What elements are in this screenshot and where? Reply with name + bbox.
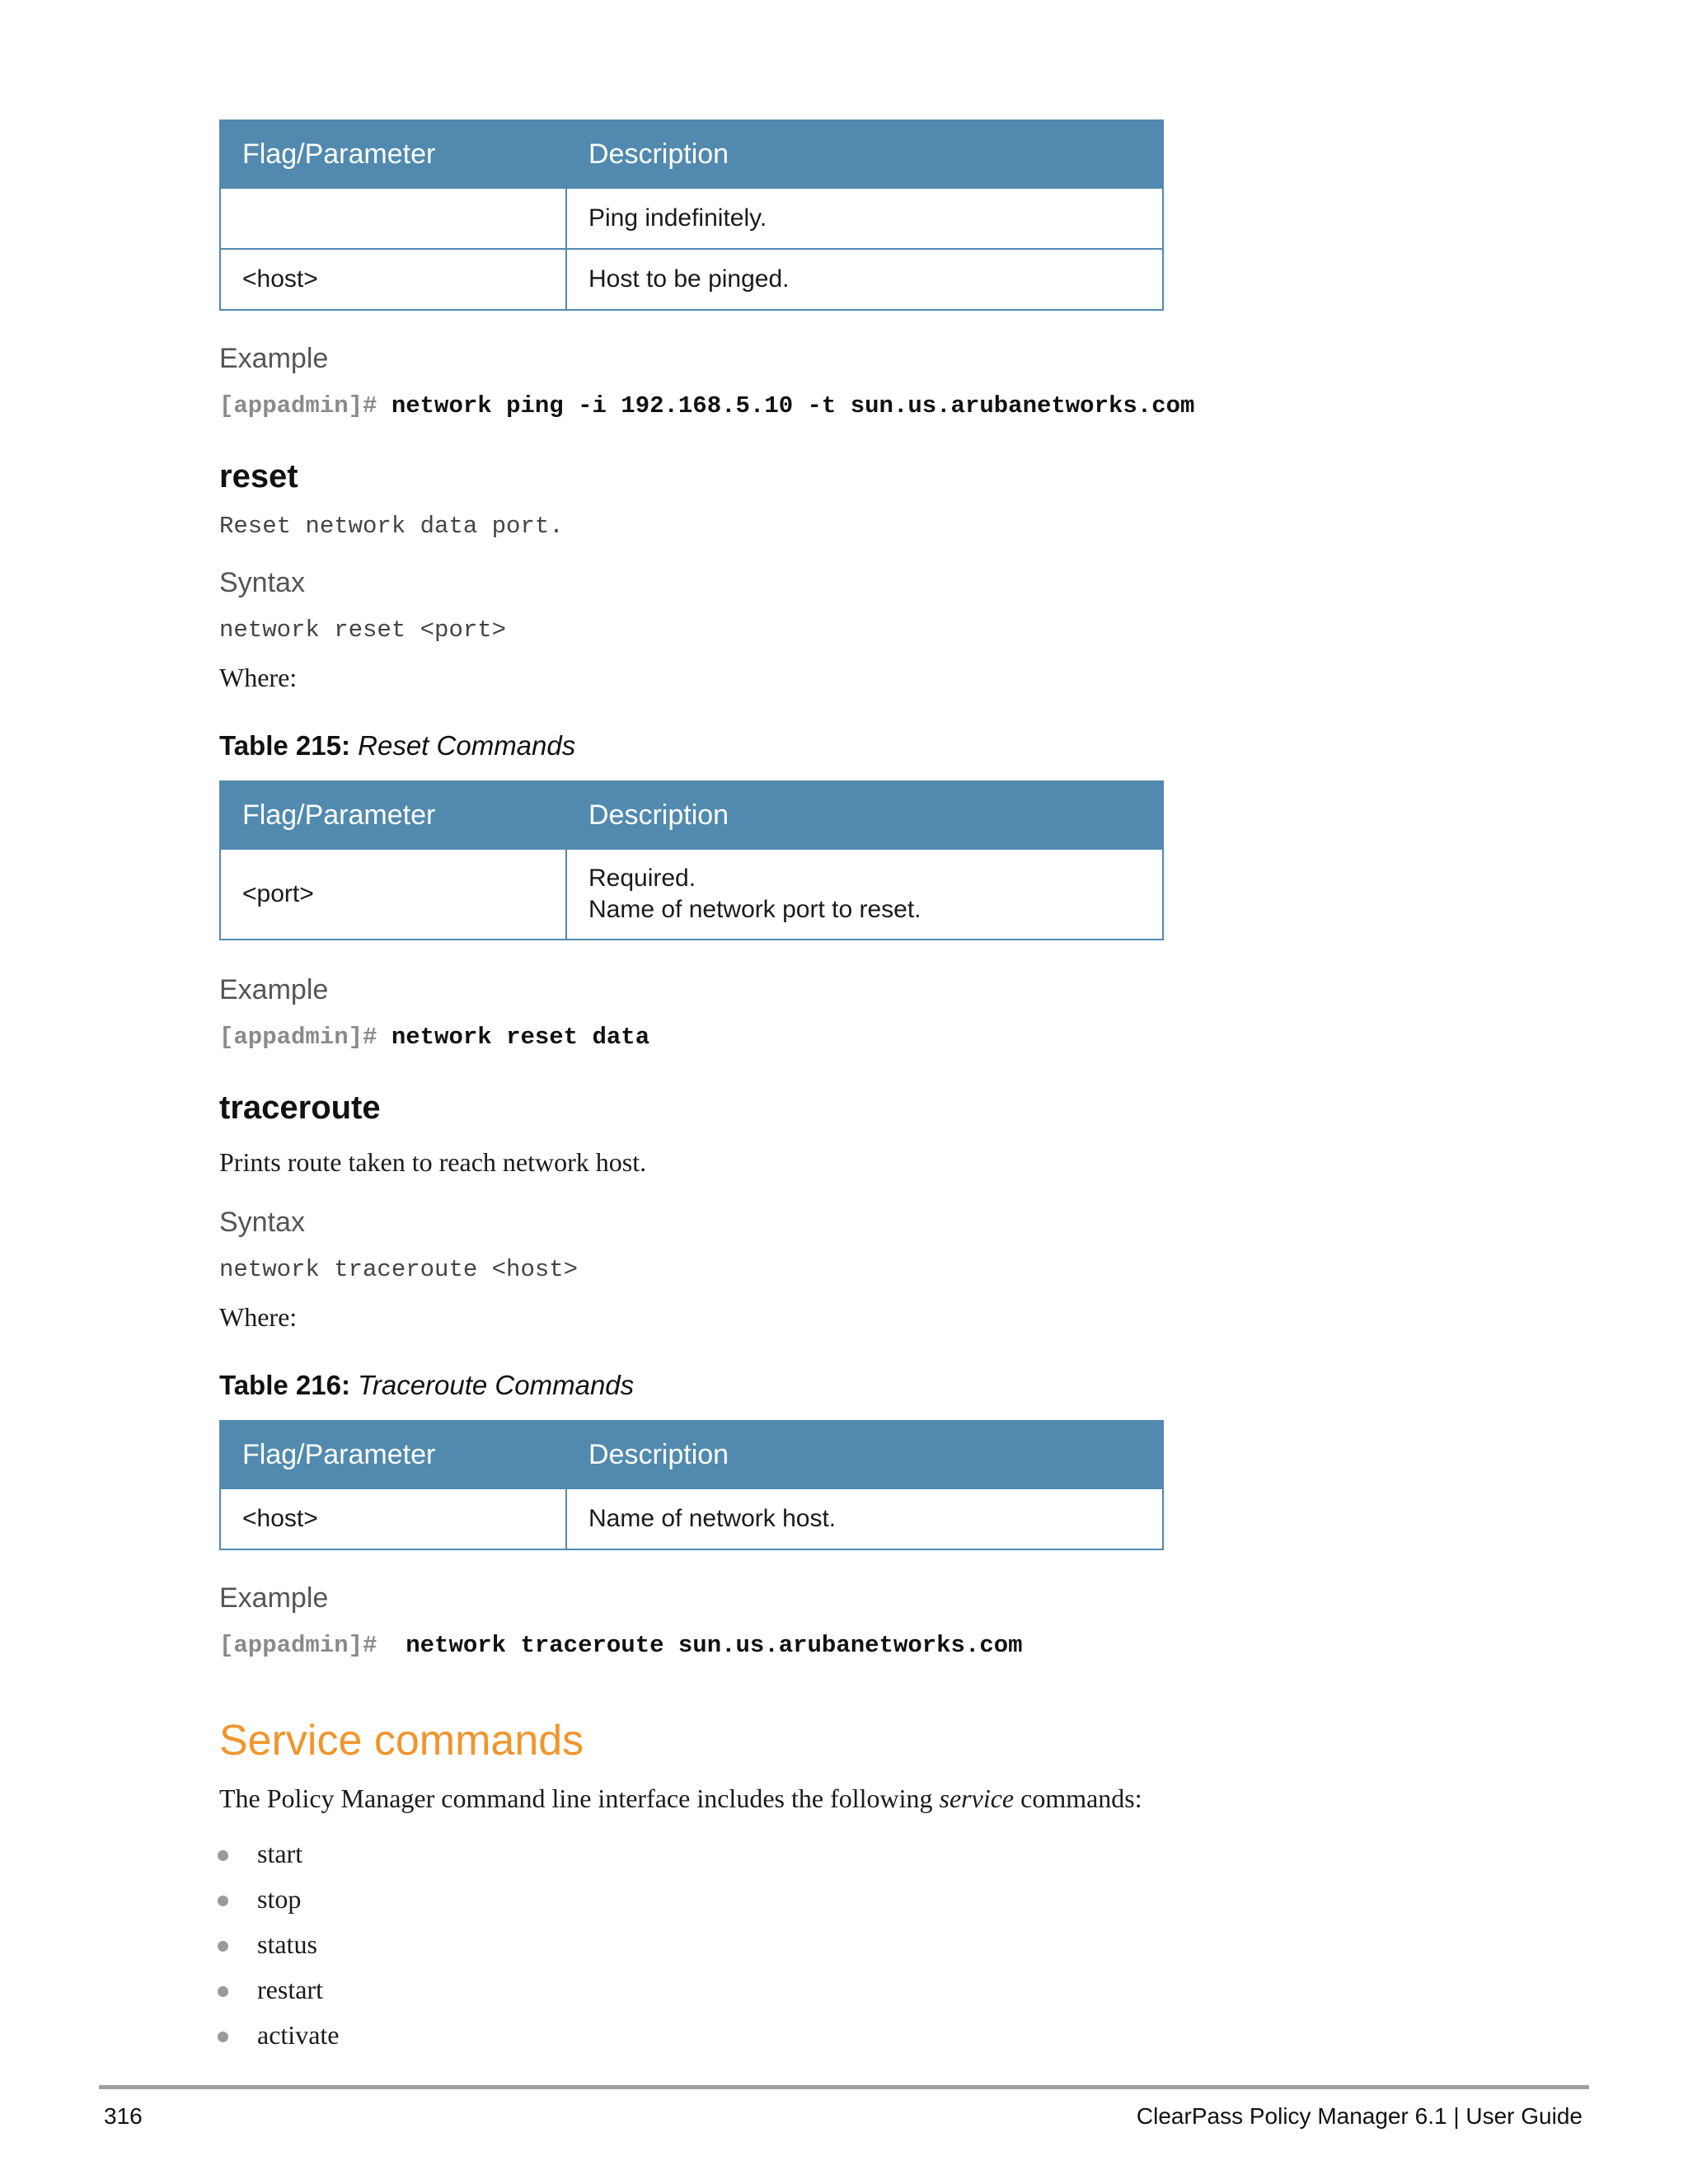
- list-item: [216, 1877, 339, 1922]
- syntax-code: network reset <port>: [219, 616, 507, 644]
- shell-prompt: [appadmin]#: [219, 1024, 377, 1051]
- command-summary: Prints route taken to reach network host.: [219, 1147, 647, 1177]
- example-command: network ping -i 192.168.5.10 -t sun.us.arubanetworks.com: [391, 392, 1195, 419]
- intro-emphasis: service: [939, 1783, 1015, 1813]
- intro-text: commands:: [1014, 1783, 1142, 1813]
- table-cell-desc: Ping indefinitely.: [566, 188, 1163, 249]
- table-header-flag: Flag/Parameter: [220, 781, 566, 849]
- bullet-icon: [218, 1941, 228, 1952]
- table-caption-label: Table 216:: [219, 1370, 350, 1400]
- table-cell-desc: Name of network host.: [566, 1488, 1163, 1549]
- example-code: [219, 1024, 649, 1051]
- table-caption-label: Table 215:: [219, 730, 350, 761]
- list-item: [216, 1831, 339, 1877]
- table-header-flag: Flag/Parameter: [220, 120, 566, 188]
- bullet-icon: [218, 2032, 228, 2042]
- document-title: ClearPass Policy Manager 6.1 | User Guide: [1136, 2103, 1582, 2129]
- section-title: Service commands: [219, 1717, 584, 1765]
- intro-text: The Policy Manager command line interface includes the following: [219, 1783, 940, 1813]
- list-item: [216, 1922, 339, 1967]
- table-row: [220, 1488, 1163, 1549]
- reset-commands-table: [219, 780, 1164, 940]
- list-item-label: stop: [257, 1884, 302, 1914]
- table-caption-title: Traceroute Commands: [358, 1370, 635, 1400]
- table-cell-param: <host>: [220, 249, 566, 310]
- list-item-label: start: [257, 1839, 303, 1868]
- list-item: [216, 2013, 339, 2058]
- desc-line: Name of network port to reset.: [588, 896, 921, 923]
- list-item: [216, 1967, 339, 2013]
- bullet-icon: [218, 1896, 228, 1906]
- command-title-reset: reset: [219, 458, 298, 494]
- table-caption: [219, 730, 575, 762]
- table-header-flag: Flag/Parameter: [220, 1421, 566, 1488]
- footer-divider: [99, 2085, 1589, 2089]
- where-label: Where:: [219, 1302, 298, 1332]
- table-cell-param: <host>: [220, 1488, 566, 1549]
- table-row: [220, 249, 1163, 310]
- list-item-label: restart: [257, 1975, 323, 2004]
- command-title-traceroute: traceroute: [219, 1090, 381, 1126]
- list-item-label: activate: [257, 2020, 340, 2050]
- desc-line: Required.: [588, 865, 696, 892]
- table-caption-title: Reset Commands: [358, 730, 576, 761]
- table-caption: [219, 1370, 634, 1401]
- example-heading: Example: [219, 1582, 329, 1614]
- table-header-description: Description: [566, 120, 1163, 188]
- list-item-label: status: [257, 1929, 317, 1959]
- section-intro: [219, 1783, 1142, 1814]
- syntax-code: network traceroute <host>: [219, 1256, 579, 1283]
- table-cell-param: [220, 188, 566, 249]
- table-row: [220, 188, 1163, 249]
- shell-prompt: [appadmin]#: [219, 392, 377, 419]
- example-heading: Example: [219, 343, 329, 374]
- where-label: Where:: [219, 663, 298, 692]
- syntax-heading: Syntax: [219, 567, 305, 598]
- table-cell-desc: Host to be pinged.: [566, 249, 1163, 310]
- table-header-description: Description: [566, 1421, 1163, 1488]
- example-command: network traceroute sun.us.arubanetworks.com: [406, 1632, 1023, 1659]
- shell-prompt: [appadmin]#: [219, 1632, 377, 1659]
- bullet-icon: [218, 1850, 228, 1861]
- traceroute-commands-table: [219, 1420, 1164, 1550]
- example-code: [219, 392, 1194, 419]
- service-command-list: [216, 1831, 339, 2058]
- table-header-description: Description: [566, 781, 1163, 849]
- page-number: 316: [104, 2103, 143, 2129]
- example-code: [219, 1632, 1023, 1659]
- syntax-heading: Syntax: [219, 1207, 305, 1238]
- table-row: [220, 849, 1163, 940]
- command-summary: Reset network data port.: [219, 513, 564, 540]
- bullet-icon: [218, 1986, 228, 1997]
- example-command: network reset data: [391, 1024, 650, 1051]
- example-heading: Example: [219, 974, 329, 1005]
- table-cell-desc: [566, 849, 1163, 940]
- table-cell-param: <port>: [220, 849, 566, 940]
- ping-parameters-table: [219, 120, 1164, 311]
